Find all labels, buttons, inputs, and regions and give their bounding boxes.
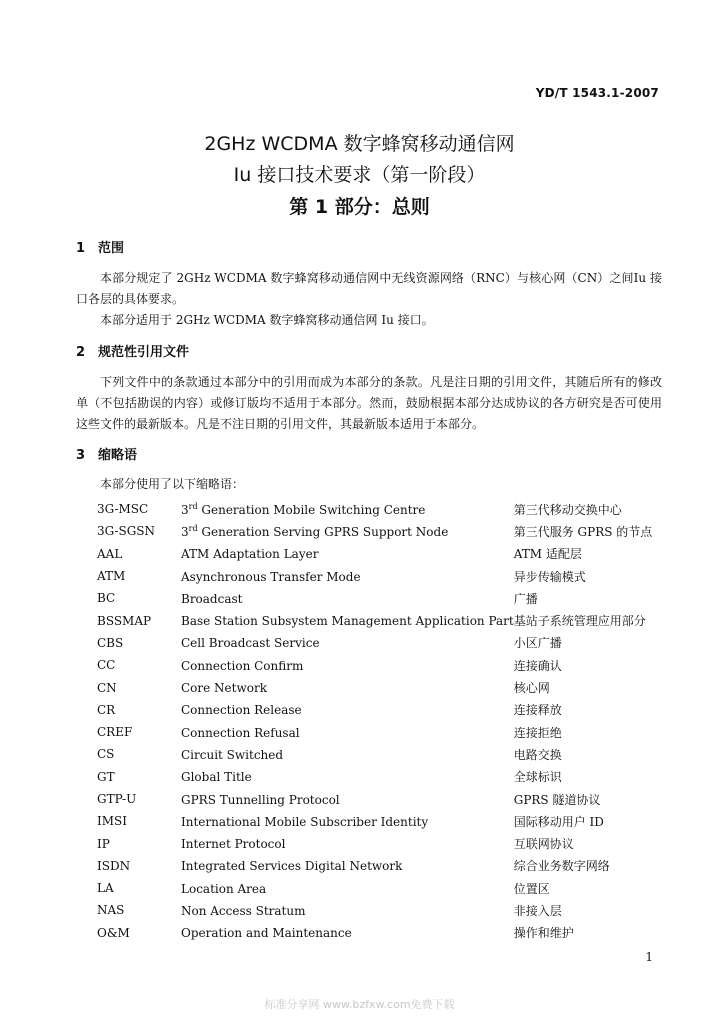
abbreviation-cell: AAL xyxy=(97,546,123,561)
section-title: 范围 xyxy=(98,241,125,256)
english-term-text: Connection Release xyxy=(181,703,302,718)
english-term-text: Cell Broadcast Service xyxy=(181,636,320,651)
english-term-cell xyxy=(181,520,514,542)
table-row xyxy=(97,520,657,542)
abbreviations-intro xyxy=(76,474,662,495)
table-row xyxy=(97,609,657,631)
section-number: 3 xyxy=(76,448,86,463)
abbreviation-cell: CREF xyxy=(97,725,133,740)
abbreviation-cell: CS xyxy=(97,747,115,762)
section-title: 缩略语 xyxy=(98,448,138,463)
chinese-term-cell: 位置区 xyxy=(513,881,550,896)
english-term-text: Generation Mobile Switching Centre xyxy=(197,502,426,517)
chinese-term-cell: 基站子系统管理应用部分 xyxy=(513,614,646,629)
english-term-cell xyxy=(181,922,514,944)
page-number: 1 xyxy=(645,950,653,964)
section-heading-abbreviations xyxy=(76,444,137,463)
english-term-cell xyxy=(181,632,514,654)
chinese-term-cell: ATM 适配层 xyxy=(513,547,582,562)
normative-paragraph-1: 下列文件中的条款通过本部分中的引用而成为本部分的条款。凡是注日期的引用文件，其随后所有的修改单（不包括勘误的内容）或修订版均不适用于本部分。然而，鼓励根据本部分达成协议的各方研究是否可使用这些文件的最新版本。凡是不注日期的引用文件，其最新版本适用于本部分。 xyxy=(76,375,662,431)
english-term-prefix: 3 xyxy=(181,524,189,539)
english-term-prefix: 3 xyxy=(181,502,189,517)
abbreviation-cell: ISDN xyxy=(97,858,131,873)
english-term-text: Broadcast xyxy=(181,591,243,606)
english-term-cell xyxy=(181,877,514,899)
english-term-text: Base Station Subsystem Management Application Part xyxy=(181,614,514,629)
chinese-term-cell: GPRS 隧道协议 xyxy=(513,792,601,807)
chinese-term-cell: 连接确认 xyxy=(513,658,562,673)
english-term-cell xyxy=(181,855,514,877)
abbreviation-cell: O&M xyxy=(97,925,130,940)
english-term-cell xyxy=(181,498,514,520)
english-term-cell xyxy=(181,788,514,810)
table-row xyxy=(97,877,657,899)
abbreviation-cell: CN xyxy=(97,680,117,695)
section-title: 规范性引用文件 xyxy=(98,345,190,360)
chinese-term-cell: 互联网协议 xyxy=(513,837,574,852)
chinese-term-cell: 国际移动用户 ID xyxy=(513,814,604,829)
abbreviation-cell: IP xyxy=(97,836,110,851)
english-term-superscript: rd xyxy=(188,523,198,533)
abbreviation-cell: BC xyxy=(97,591,116,606)
abbreviation-cell: CR xyxy=(97,702,116,717)
abbreviation-cell: NAS xyxy=(97,903,125,918)
english-term-cell xyxy=(181,565,514,587)
table-row xyxy=(97,699,657,721)
chinese-term-cell: 非接入层 xyxy=(513,903,562,918)
scope-paragraph-2: 本部分适用于 2GHz WCDMA 数字蜂窝移动通信网 Iu 接口。 xyxy=(100,313,434,327)
chinese-term-cell: 操作和维护 xyxy=(513,926,574,941)
table-row xyxy=(97,766,657,788)
chinese-term-cell: 广播 xyxy=(513,591,538,606)
chinese-term-cell: 连接拒绝 xyxy=(513,725,562,740)
document-title-line-2: Iu 接口技术要求（第一阶段） xyxy=(233,164,486,186)
table-row xyxy=(97,810,657,832)
english-term-text: Global Title xyxy=(181,770,252,785)
scope-paragraphs xyxy=(76,268,662,331)
chinese-term-cell: 核心网 xyxy=(513,681,550,696)
normative-paragraph xyxy=(76,372,662,435)
chinese-term-cell: 第三代移动交换中心 xyxy=(513,502,622,517)
table-row xyxy=(97,743,657,765)
english-term-cell xyxy=(181,654,514,676)
section-number: 1 xyxy=(76,241,86,256)
english-term-text: Internet Protocol xyxy=(181,837,286,852)
english-term-cell xyxy=(181,766,514,788)
table-row xyxy=(97,832,657,854)
english-term-text: Core Network xyxy=(181,681,267,696)
english-term-text: Connection Refusal xyxy=(181,725,300,740)
table-row xyxy=(97,899,657,921)
abbreviations-table-body xyxy=(97,498,657,944)
abbreviation-cell: IMSI xyxy=(97,814,127,829)
english-term-text: Connection Confirm xyxy=(181,658,304,673)
table-row xyxy=(97,565,657,587)
table-row xyxy=(97,632,657,654)
english-term-cell xyxy=(181,587,514,609)
table-row xyxy=(97,498,657,520)
abbreviation-cell: GTP-U xyxy=(97,792,137,806)
abbreviation-cell: BSSMAP xyxy=(97,613,152,628)
abbreviations-table xyxy=(97,498,657,944)
english-term-cell xyxy=(181,699,514,721)
chinese-term-cell: 综合业务数字网络 xyxy=(513,859,610,874)
watermark: 标准分享网 www.bzfxw.com免费下载 xyxy=(264,998,455,1011)
section-number: 2 xyxy=(76,345,86,360)
table-row xyxy=(97,654,657,676)
abbreviation-cell: 3G-SGSN xyxy=(97,524,156,539)
abbreviation-cell: CC xyxy=(97,658,116,673)
table-row xyxy=(97,855,657,877)
english-term-cell xyxy=(181,721,514,743)
english-term-text: International Mobile Subscriber Identity xyxy=(181,814,429,829)
english-term-text: ATM Adaptation Layer xyxy=(181,547,319,562)
english-term-text: Operation and Maintenance xyxy=(181,926,352,941)
document-title-line-1: 2GHz WCDMA 数字蜂窝移动通信网 xyxy=(204,133,515,155)
chinese-term-cell: 第三代服务 GPRS 的节点 xyxy=(513,524,653,539)
abbreviations-intro-text: 本部分使用了以下缩略语： xyxy=(100,477,245,491)
english-term-cell xyxy=(181,543,514,565)
chinese-term-cell: 小区广播 xyxy=(513,636,562,651)
english-term-cell xyxy=(181,609,514,631)
standard-code: YD/T 1543.1-2007 xyxy=(535,86,659,100)
english-term-text: Location Area xyxy=(181,881,267,896)
english-term-superscript: rd xyxy=(188,501,198,511)
chinese-term-cell: 电路交换 xyxy=(513,747,562,762)
english-term-text: Non Access Stratum xyxy=(181,903,306,918)
section-heading-normative xyxy=(76,341,189,360)
abbreviation-cell: 3G-MSC xyxy=(97,502,149,517)
abbreviation-cell: GT xyxy=(97,769,115,784)
english-term-text: Circuit Switched xyxy=(181,747,284,762)
table-row xyxy=(97,721,657,743)
abbreviation-cell: ATM xyxy=(97,569,126,584)
english-term-text: GPRS Tunnelling Protocol xyxy=(181,792,340,807)
table-row xyxy=(97,788,657,810)
table-row xyxy=(97,676,657,698)
chinese-term-cell: 连接释放 xyxy=(513,703,562,718)
english-term-cell xyxy=(181,676,514,698)
english-term-cell xyxy=(181,899,514,921)
chinese-term-cell: 全球标识 xyxy=(513,770,562,785)
english-term-text: Asynchronous Transfer Mode xyxy=(181,569,361,584)
chinese-term-cell: 异步传输模式 xyxy=(513,569,586,584)
english-term-text: Generation Serving GPRS Support Node xyxy=(197,524,449,539)
english-term-cell xyxy=(181,743,514,765)
section-heading-scope xyxy=(76,237,124,256)
scope-paragraph-1: 本部分规定了 2GHz WCDMA 数字蜂窝移动通信网中无线资源网络（RNC）与核心网（CN）之间Iu 接口各层的具体要求。 xyxy=(76,271,662,306)
table-row xyxy=(97,922,657,944)
table-row xyxy=(97,587,657,609)
abbreviation-cell: CBS xyxy=(97,635,124,650)
english-term-cell xyxy=(181,810,514,832)
table-row xyxy=(97,543,657,565)
document-title-line-3: 第 1 部分：总则 xyxy=(289,196,430,218)
english-term-text: Integrated Services Digital Network xyxy=(181,859,403,874)
abbreviation-cell: LA xyxy=(97,881,114,896)
english-term-cell xyxy=(181,832,514,854)
